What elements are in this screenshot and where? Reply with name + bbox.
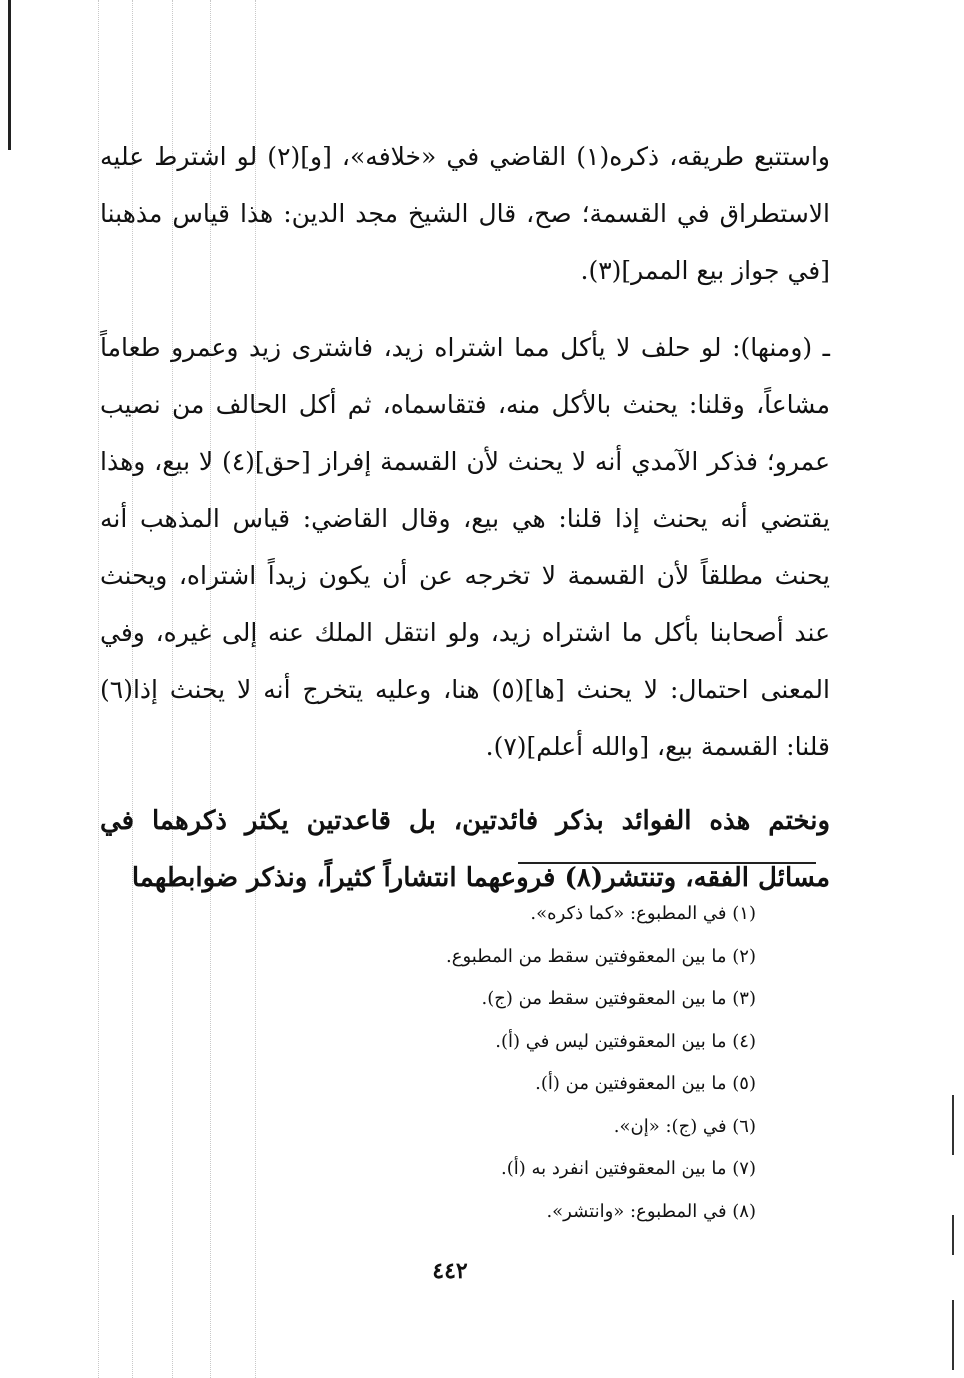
scan-edge-left bbox=[8, 0, 11, 150]
footnote-separator bbox=[518, 862, 816, 864]
footnote: (١) في المطبوع: «كما ذكره». bbox=[530, 903, 756, 924]
bold-paragraph: ونختم هذه الفوائد بذكر فائدتين، بل قاعدتين يكثر ذكرهما في مسائل الفقه، وتنتشر(٨) فروعهما انتشاراً كثيراً، ونذكر ضوابطهما bbox=[100, 806, 830, 893]
footnote: (٢) ما بين المعقوفتين سقط من المطبوع. bbox=[446, 945, 756, 967]
footnote: (٧) ما بين المعقوفتين انفرد به (أ). bbox=[501, 1158, 756, 1179]
body-paragraph: ـ (ومنها): لو حلف لا يأكل مما اشتراه زيد، فاشترى زيد وعمرو طعاماً مشاعاً، وقلنا: يحنث بالأكل منه، فتقاسماه، ثم أكل الحالف من نصيب عمرو؛ فذكر الآمدي أنه لا يحنث لأن القسمة إفراز [حق](٤) لا بيع، وهذا يقتضي أنه يحنث إذا قلنا: هي بيع، وقال القاضي: قياس المذهب أنه يحنث مطلقاً لأن القسمة لا تخرجه عن أن يكون زيداً اشتراه، ويحنث عند أصحابنا بأكل ما اشتراه زيد، ولو انتقل الملك عنه إلى غيره، وفي المعنى احتمال: لا يحنث [ها](٥) هنا، وعليه يتخرج أنه لا يحنث إذا(٦) قلنا: القسمة بيع، [والله أعلم](٧). bbox=[100, 333, 830, 761]
scan-edge-right bbox=[952, 1095, 954, 1155]
footnote: (٦) في (ج): «إن». bbox=[613, 1115, 756, 1137]
page-body bbox=[100, 128, 830, 907]
footnote: (٣) ما بين المعقوفتين سقط من (ج). bbox=[481, 988, 756, 1009]
scan-guide-line bbox=[98, 0, 99, 1378]
footnote: (٥) ما بين المعقوفتين من (أ). bbox=[535, 1073, 756, 1094]
scan-edge-right bbox=[952, 1300, 954, 1370]
page-number: ٤٤٢ bbox=[432, 1258, 468, 1284]
footnote: (٨) في المطبوع: «وانتشر». bbox=[546, 1200, 756, 1222]
footnotes bbox=[196, 893, 756, 1233]
body-paragraph: واستتبع طريقه، ذكره(١) القاضي في «خلافه»، [و](٢) لو اشترط عليه الاستطراق في القسمة؛ صح، قال الشيخ مجد الدين: هذا قياس مذهبنا [في جواز بيع الممر](٣). bbox=[100, 142, 830, 285]
scan-edge-right bbox=[952, 1215, 954, 1255]
footnote: (٤) ما بين المعقوفتين ليس في (أ). bbox=[495, 1030, 756, 1052]
